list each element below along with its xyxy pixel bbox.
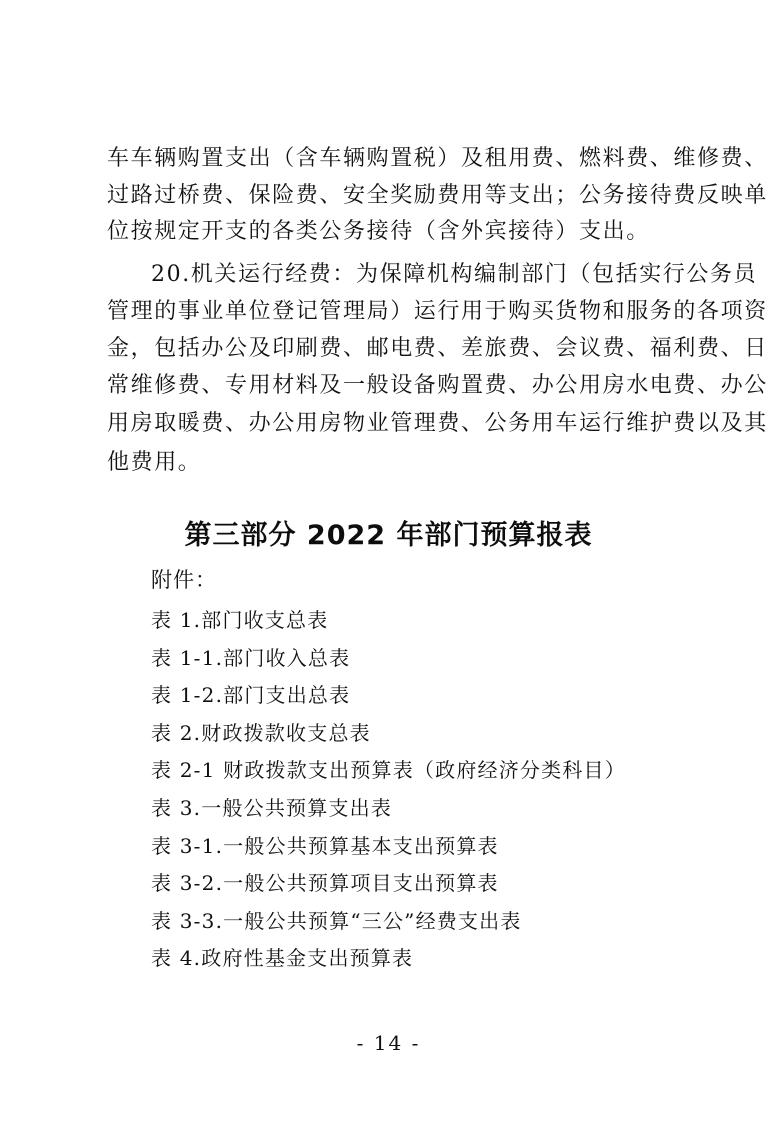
attachment-item: 表 3-1.一般公共预算基本支出预算表 [151, 833, 499, 858]
attachment-item: 表 3.一般公共预算支出表 [151, 795, 393, 820]
paragraph-1-line-3: 位按规定开支的各类公务接待（含外宾接待）支出。 [107, 219, 650, 244]
paragraph-2-line-5: 用房取暖费、办公用房物业管理费、公务用车运行维护费以及其 [107, 411, 768, 436]
paragraph-2-line-3: 金，包括办公及印刷费、邮电费、差旅费、会议费、福利费、日 [107, 336, 768, 361]
paragraph-2-line-6: 他费用。 [107, 450, 202, 475]
paragraph-1-line-1: 车车辆购置支出（含车辆购置税）及租用费、燃料费、维修费、 [107, 146, 768, 171]
attachment-item: 表 4.政府性基金支出预算表 [151, 946, 414, 971]
attachment-item: 表 1.部门收支总表 [151, 608, 329, 632]
attachment-item: 表 1-1.部门收入总表 [151, 645, 351, 670]
paragraph-2-line-4: 常维修费、专用材料及一般设备购置费、办公用房水电费、办公 [107, 373, 768, 398]
paragraph-2-line-2: 管理的事业单位登记管理局）运行用于购买货物和服务的各项资 [107, 299, 768, 324]
attachment-item: 表 3-2.一般公共预算项目支出预算表 [151, 871, 499, 896]
paragraph-2-line-1: 20.机关运行经费：为保障机构编制部门（包括实行公务员 [151, 262, 758, 287]
attachment-item: 表 1-2.部门支出总表 [151, 683, 351, 708]
attachment-label: 附件： [151, 568, 217, 592]
attachment-list [151, 606, 626, 982]
attachment-item: 表 3-3.一般公共预算“三公”经费支出表 [151, 908, 522, 933]
paragraph-1-line-2: 过路过桥费、保险费、安全奖励费用等支出；公务接待费反映单 [107, 183, 768, 208]
attachment-item: 表 2.财政拨款收支总表 [151, 720, 371, 745]
section-heading: 第三部分 2022 年部门预算报表 [184, 520, 593, 551]
attachment-item: 表 2-1 财政拨款支出预算表（政府经济分类科目） [151, 758, 626, 783]
page-number: - 14 - [356, 1031, 421, 1055]
